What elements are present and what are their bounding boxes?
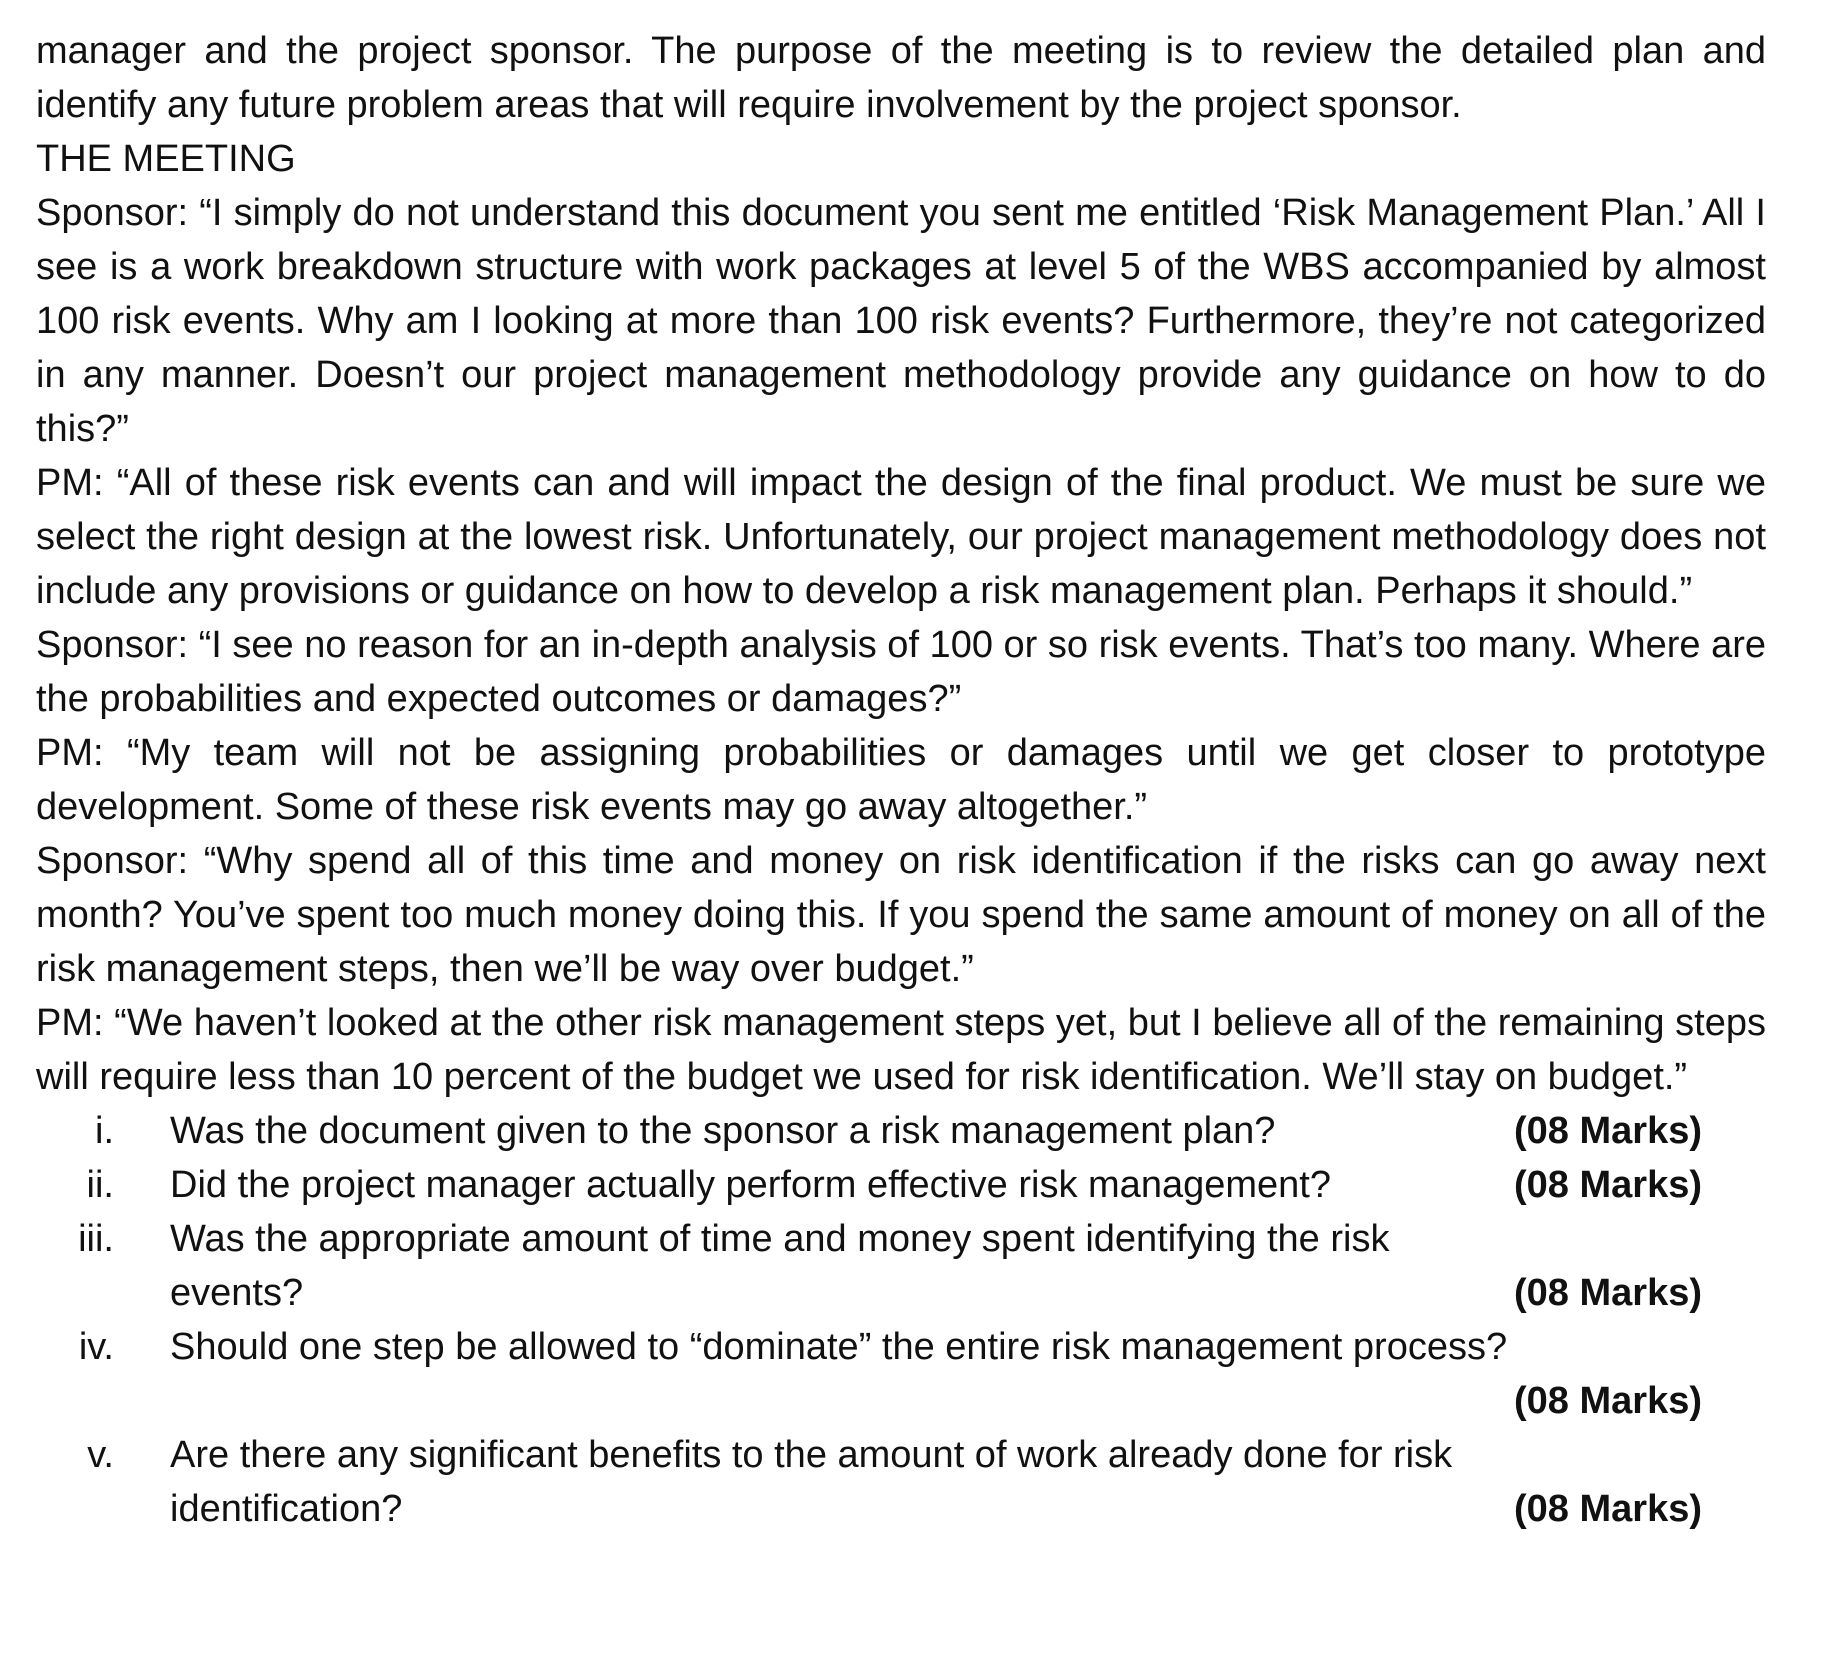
- question-marks: (08 Marks): [1514, 1272, 1702, 1314]
- intro-paragraph: manager and the project sponsor. The purpose of the meeting is to review the detailed plan and identify any future problem areas that will require involvement by the project sponsor.: [36, 30, 1766, 126]
- question-number: ii.: [86, 1164, 114, 1206]
- question-text: Are there any significant benefits to the amount of work already done for risk identification?: [170, 1434, 1453, 1530]
- dialogue-paragraph: Sponsor: “I see no reason for an in-depth analysis of 100 or so risk events. That’s too many. Where are the probabilities and expected outcomes or damages?”: [36, 624, 1766, 720]
- question-list: [36, 1104, 1766, 1536]
- question-marks: (08 Marks): [1514, 1380, 1702, 1422]
- question-number: v.: [87, 1434, 114, 1476]
- question-item: [36, 1158, 1766, 1212]
- section-heading: THE MEETING: [36, 138, 296, 180]
- question-item: [36, 1428, 1766, 1536]
- dialogue-paragraph: PM: “We haven’t looked at the other risk management steps yet, but I believe all of the remaining steps will require less than 10 percent of the budget we used for risk identification. We’ll stay on budget.”: [36, 1002, 1766, 1098]
- question-number: i.: [95, 1110, 114, 1152]
- dialogue-paragraph: PM: “All of these risk events can and will impact the design of the final product. We must be sure we select the right design at the lowest risk. Unfortunately, our project management methodology does not include any provisions or guidance on how to develop a risk management plan. Perhaps it should.”: [36, 462, 1766, 612]
- question-text: Should one step be allowed to “dominate” the entire risk management process?: [170, 1326, 1508, 1368]
- question-number: iii.: [78, 1218, 114, 1260]
- question-text: Was the appropriate amount of time and money spent identifying the risk events?: [170, 1218, 1390, 1314]
- question-item: [36, 1104, 1766, 1158]
- question-number: iv.: [78, 1326, 114, 1368]
- question-marks: (08 Marks): [1514, 1164, 1702, 1206]
- question-marks: (08 Marks): [1514, 1488, 1702, 1530]
- question-marks: (08 Marks): [1514, 1110, 1702, 1152]
- question-item: [36, 1320, 1766, 1428]
- question-text: Did the project manager actually perform effective risk management?: [170, 1164, 1331, 1206]
- dialogue-paragraph: PM: “My team will not be assigning probabilities or damages until we get closer to prototype development. Some of these risk events may go away altogether.”: [36, 732, 1766, 828]
- dialogue-paragraph: Sponsor: “Why spend all of this time and money on risk identification if the risks can go away next month? You’ve spent too much money doing this. If you spend the same amount of money on all of the risk management steps, then we’ll be way over budget.”: [36, 840, 1766, 990]
- question-text: Was the document given to the sponsor a risk management plan?: [170, 1110, 1276, 1152]
- question-item: [36, 1212, 1766, 1320]
- document-body: [36, 24, 1766, 1536]
- dialogue-paragraph: Sponsor: “I simply do not understand this document you sent me entitled ‘Risk Management Plan.’ All I see is a work breakdown structure with work packages at level 5 of the WBS accompanied by almost 100 risk events. Why am I looking at more than 100 risk events? Furthermore, they’re not categorized in any manner. Doesn’t our project management methodology provide any guidance on how to do this?”: [36, 192, 1766, 450]
